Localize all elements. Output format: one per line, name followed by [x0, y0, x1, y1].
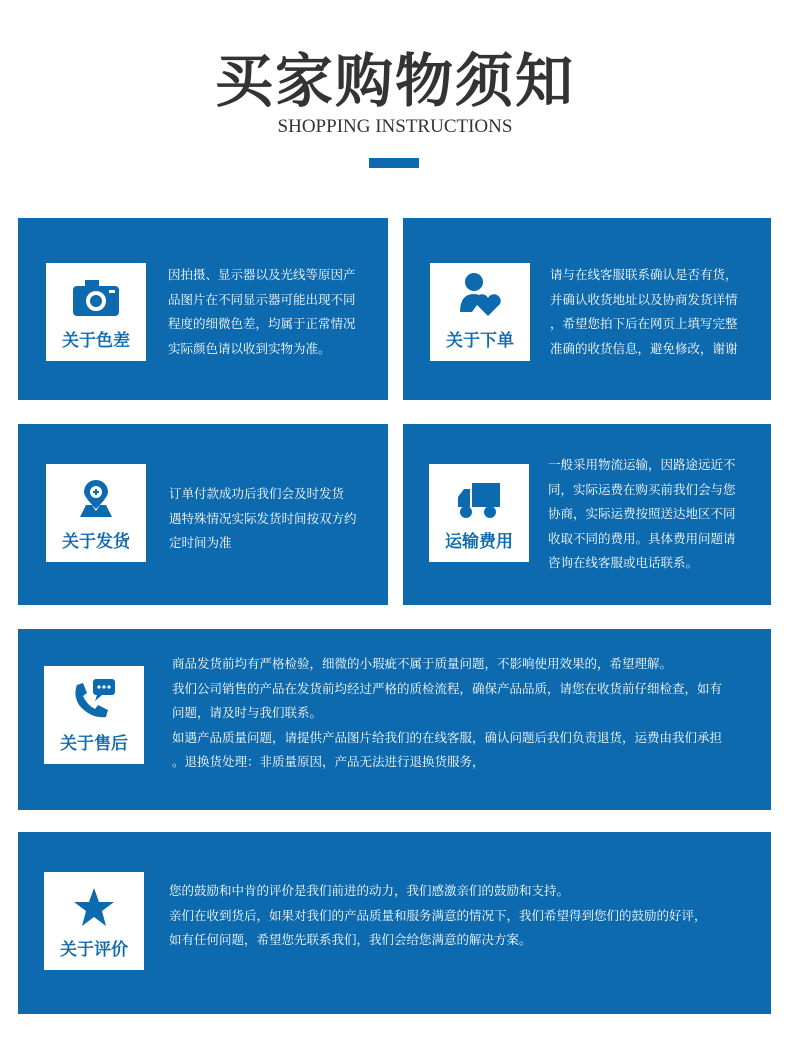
text-line: 商品发货前均有严格检验，细微的小瑕疵不属于质量问题，不影响使用效果的，希望理解。: [172, 656, 673, 671]
text-line: 定时间为准: [169, 535, 232, 550]
title-divider: [369, 158, 419, 168]
text-line: 实际颜色请以收到实物为准。: [168, 340, 331, 356]
camera-icon: [71, 278, 121, 318]
text-line: 同，实际运费在购买前我们会与您: [548, 481, 736, 497]
text-line: 遇特殊情况实际发货时间按双方约: [169, 510, 357, 526]
text-line: 问题，请及时与我们联系。: [172, 705, 323, 720]
card-label: 关于色差: [62, 331, 130, 351]
card-label: 关于下单: [446, 331, 514, 351]
card-text: [172, 652, 722, 775]
card-text: [548, 453, 736, 576]
text-line: 因拍摄、显示器以及光线等原因产: [168, 267, 356, 282]
text-line: 。退换货处理：非质量原因，产品无法进行退换货服务，: [172, 754, 485, 769]
icon-box: [429, 464, 529, 562]
text-line: 订单付款成功后我们会及时发货: [169, 486, 345, 501]
text-line: 如有任何问题，希望您先联系我们，我们会给您满意的解决方案。: [169, 932, 532, 947]
card-text: [169, 879, 707, 953]
card-shipping-fee: [403, 424, 771, 605]
location-map-icon: [76, 479, 116, 519]
card-ordering: [403, 218, 771, 400]
icon-box: [44, 666, 144, 764]
text-line: 并确认收货地址以及协商发货详情: [550, 291, 738, 307]
user-heart-icon: [458, 272, 502, 318]
text-line: 如遇产品质量问题，请提供产品图片给我们的在线客服，确认问题后我们负责退货，运费由我们承担: [172, 729, 723, 745]
card-label: 关于售后: [60, 734, 128, 754]
truck-icon: [456, 481, 502, 519]
card-shipping: [18, 424, 388, 605]
page-title: 买家购物须知: [214, 47, 575, 115]
icon-box: [46, 263, 146, 361]
card-after-sales: [18, 629, 771, 810]
phone-chat-icon: [71, 677, 117, 721]
text-line: 准确的收货信息，避免修改，谢谢: [550, 340, 738, 356]
icon-box: [46, 464, 146, 562]
text-line: 品图片在不同显示器可能出现不同: [168, 291, 356, 307]
card-color-difference: [18, 218, 388, 400]
text-line: 收取不同的费用。具体费用问题请: [548, 530, 736, 546]
page-subtitle: SHOPPING INSTRUCTIONS: [277, 116, 513, 137]
card-text: [169, 482, 357, 556]
text-line: 请与在线客服联系确认是否有货，: [550, 267, 738, 282]
text-line: ，希望您拍下后在网页上填写完整: [550, 316, 738, 331]
card-label: 关于评价: [60, 940, 128, 960]
star-icon: [73, 887, 115, 927]
icon-box: [44, 872, 144, 970]
text-line: 我们公司销售的产品在发货前均经过严格的质检流程，确保产品品质，请您在收货前仔细检查，如有: [172, 680, 723, 696]
text-line: 一般采用物流运输，因路途远近不: [548, 457, 736, 472]
text-line: 协商，实际运费按照送达地区不同: [548, 506, 736, 521]
text-line: 您的鼓励和中肯的评价是我们前进的动力，我们感激亲们的鼓励和支持。: [169, 883, 570, 898]
card-label: 关于发货: [62, 532, 130, 552]
icon-box: [430, 263, 530, 361]
card-label: 运输费用: [445, 532, 513, 552]
text-line: 程度的细微色差，均属于正常情况: [168, 316, 356, 331]
card-text: [168, 263, 356, 361]
text-line: 亲们在收到货后，如果对我们的产品质量和服务满意的情况下，我们希望得到您们的鼓励的好评，: [169, 907, 707, 923]
text-line: 咨询在线客服或电话联系。: [548, 555, 699, 570]
card-reviews: [18, 832, 771, 1014]
card-text: [550, 263, 738, 361]
